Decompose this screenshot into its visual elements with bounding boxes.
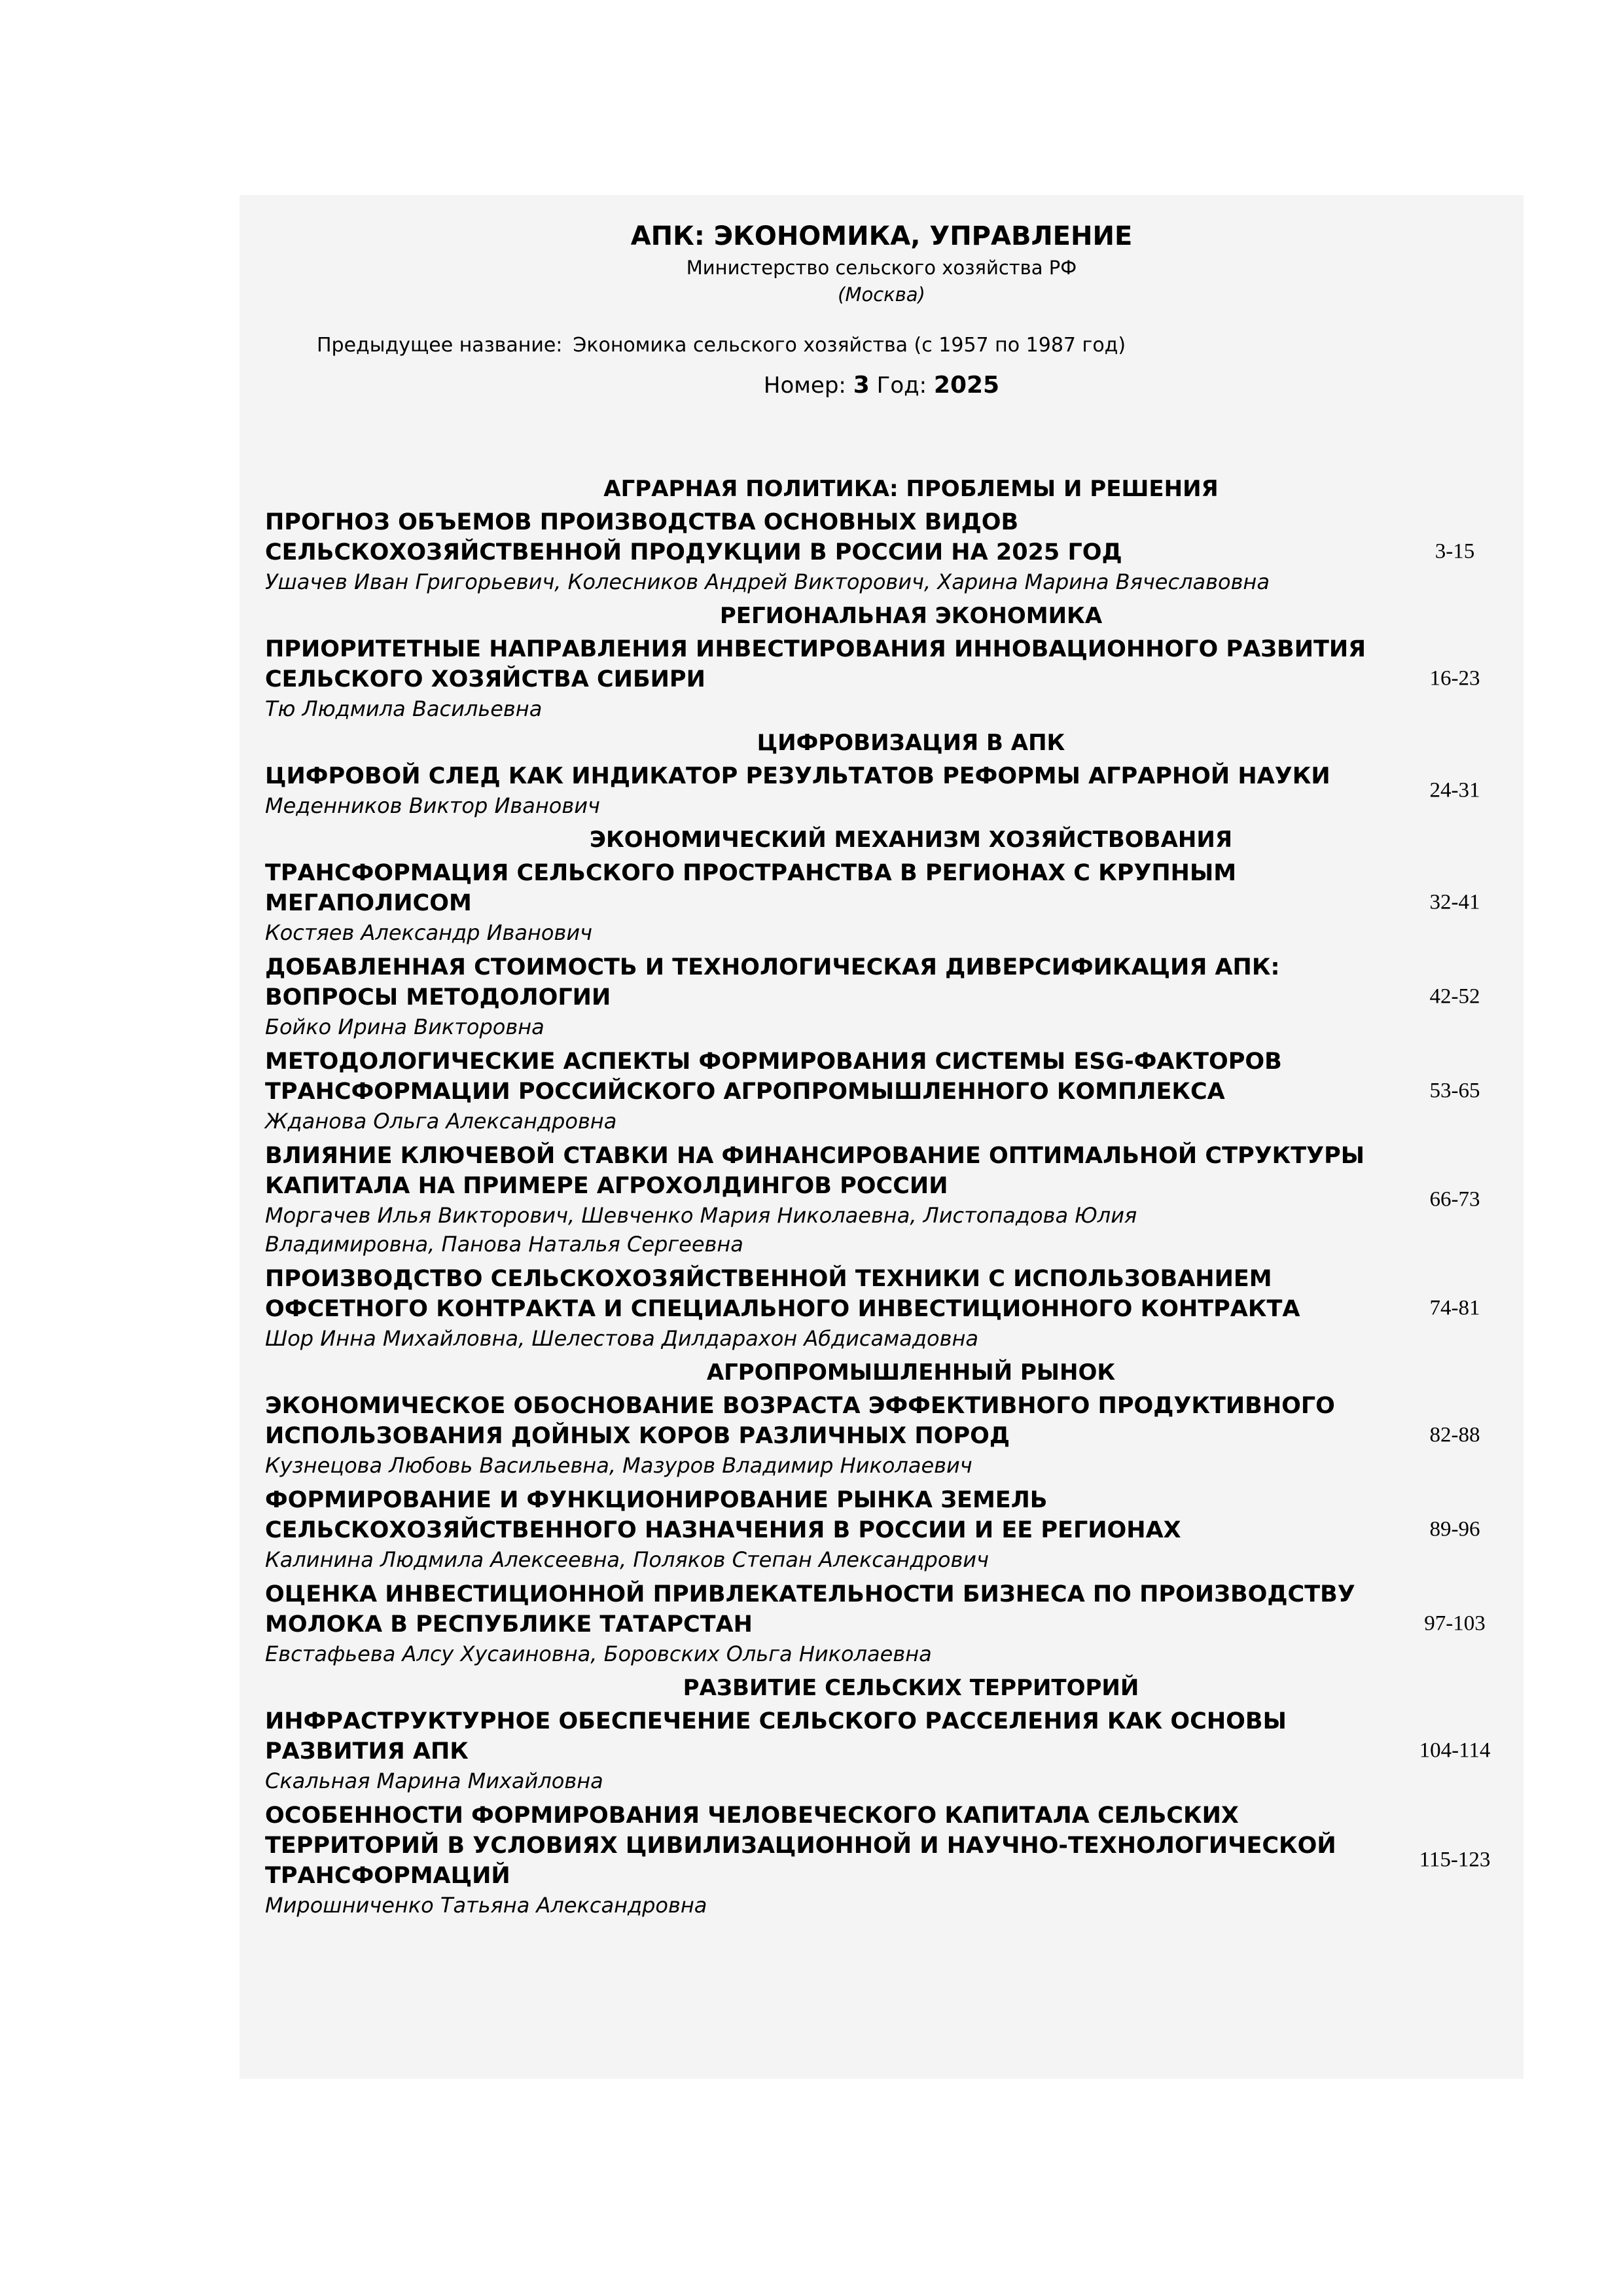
- article-authors-line: Тю Людмила Васильевна: [265, 696, 543, 721]
- article-title-line: МОЛОКА В РЕСПУБЛИКЕ ТАТАРСТАН: [265, 1611, 753, 1638]
- article-authors-line: Шор Инна Михайловна, Шелестова Дилдарахон Абдисамадовна: [265, 1326, 978, 1351]
- publisher: Министерство сельского хозяйства РФ: [686, 257, 1077, 279]
- article-authors-line: Костяев Александр Иванович: [265, 920, 593, 945]
- article-title-line: ЭКОНОМИЧЕСКОЕ ОБОСНОВАНИЕ ВОЗРАСТА ЭФФЕКТИВНОГО ПРОДУКТИВНОГО: [265, 1393, 1335, 1419]
- article-title-line: ВОПРОСЫ МЕТОДОЛОГИИ: [265, 984, 611, 1011]
- article-title-line: ОФСЕТНОГО КОНТРАКТА И СПЕЦИАЛЬНОГО ИНВЕСТИЦИОННОГО КОНТРАКТА: [265, 1296, 1300, 1322]
- section-heading: АГРОПРОМЫШЛЕННЫЙ РЫНОК: [706, 1359, 1116, 1386]
- article-title-line: СЕЛЬСКОГО ХОЗЯЙСТВА СИБИРИ: [265, 666, 705, 692]
- year-value: 2025: [933, 372, 1000, 399]
- article-title-line: ТРАНСФОРМАЦИИ РОССИЙСКОГО АГРОПРОМЫШЛЕННОГО КОМПЛЕКСА: [265, 1079, 1225, 1105]
- article-entry[interactable]: [240, 1706, 1524, 1795]
- previous-name-value: Экономика сельского хозяйства (с 1957 по 1987 год): [573, 334, 1126, 357]
- article-pages: 24-31: [1429, 778, 1480, 802]
- section-heading: ЦИФРОВИЗАЦИЯ В АПК: [757, 730, 1065, 756]
- article-text: [265, 1264, 1404, 1353]
- article-title-line: ПРОГНОЗ ОБЪЕМОВ ПРОИЗВОДСТВА ОСНОВНЫХ ВИДОВ: [265, 509, 1019, 535]
- article-authors-line: Калинина Людмила Алексеевна, Поляков Степан Александрович: [265, 1547, 989, 1572]
- article-title-line: ПРОИЗВОДСТВО СЕЛЬСКОХОЗЯЙСТВЕННОЙ ТЕХНИКИ С ИСПОЛЬЗОВАНИЕМ: [265, 1266, 1272, 1292]
- article-text: [265, 1141, 1404, 1259]
- article-authors-line: Владимировна, Панова Наталья Сергеевна: [265, 1232, 743, 1257]
- article-title-line: ТРАНСФОРМАЦИЙ: [265, 1863, 510, 1889]
- article-entry[interactable]: [240, 1141, 1524, 1259]
- article-pages: 97-103: [1424, 1611, 1486, 1636]
- article-title-line: ТРАНСФОРМАЦИЯ СЕЛЬСКОГО ПРОСТРАНСТВА В РЕГИОНАХ С КРУПНЫМ: [265, 860, 1237, 886]
- article-entry[interactable]: [240, 1391, 1524, 1480]
- article-authors-line: Скальная Марина Михайловна: [265, 1768, 603, 1793]
- article-text: [265, 858, 1404, 947]
- article-pages: 32-41: [1429, 890, 1480, 914]
- article-title-line: ИСПОЛЬЗОВАНИЯ ДОЙНЫХ КОРОВ РАЗЛИЧНЫХ ПОРОД: [265, 1423, 1010, 1449]
- publisher-city: (Москва): [838, 283, 925, 306]
- article-title-line: ОЦЕНКА ИНВЕСТИЦИОННОЙ ПРИВЛЕКАТЕЛЬНОСТИ БИЗНЕСА ПО ПРОИЗВОДСТВУ: [265, 1581, 1355, 1607]
- contents-panel: [240, 195, 1524, 2079]
- article-title-line: ФОРМИРОВАНИЕ И ФУНКЦИОНИРОВАНИЕ РЫНКА ЗЕМЕЛЬ: [265, 1487, 1048, 1513]
- article-title-line: ТЕРРИТОРИЙ В УСЛОВИЯХ ЦИВИЛИЗАЦИОННОЙ И НАУЧНО-ТЕХНОЛОГИЧЕСКОЙ: [265, 1833, 1336, 1859]
- article-authors-line: Евстафьева Алсу Хусаиновна, Боровских Ольга Николаевна: [265, 1641, 932, 1666]
- article-authors-line: Мирошниченко Татьяна Александровна: [265, 1893, 707, 1918]
- article-entry[interactable]: [240, 1579, 1524, 1668]
- article-title-line: МЕТОДОЛОГИЧЕСКИЕ АСПЕКТЫ ФОРМИРОВАНИЯ СИСТЕМЫ ESG-ФАКТОРОВ: [265, 1049, 1282, 1075]
- article-text: [265, 634, 1404, 723]
- article-title-line: МЕГАПОЛИСОМ: [265, 890, 472, 916]
- section-heading: РАЗВИТИЕ СЕЛЬСКИХ ТЕРРИТОРИЙ: [683, 1675, 1139, 1701]
- article-pages: 82-88: [1429, 1423, 1480, 1447]
- article-authors-line: Ушачев Иван Григорьевич, Колесников Андрей Викторович, Харина Марина Вячеславовна: [265, 569, 1270, 594]
- article-pages: 115-123: [1419, 1848, 1491, 1872]
- article-title-line: ПРИОРИТЕТНЫЕ НАПРАВЛЕНИЯ ИНВЕСТИРОВАНИЯ ИННОВАЦИОННОГО РАЗВИТИЯ: [265, 636, 1366, 662]
- article-text: [265, 761, 1404, 820]
- article-text: [265, 1047, 1404, 1136]
- article-text: [265, 1485, 1404, 1574]
- article-title-line: ЦИФРОВОЙ СЛЕД КАК ИНДИКАТОР РЕЗУЛЬТАТОВ РЕФОРМЫ АГРАРНОЙ НАУКИ: [265, 763, 1330, 789]
- article-entry[interactable]: [240, 634, 1524, 723]
- section-heading: АГРАРНАЯ ПОЛИТИКА: ПРОБЛЕМЫ И РЕШЕНИЯ: [603, 476, 1219, 502]
- article-entry[interactable]: [240, 952, 1524, 1041]
- article-authors-line: Жданова Ольга Александровна: [265, 1109, 617, 1134]
- article-entry[interactable]: [240, 507, 1524, 596]
- article-text: [265, 1706, 1404, 1795]
- table-of-contents: [240, 475, 1524, 1925]
- article-text: [265, 507, 1404, 596]
- article-title-line: ОСОБЕННОСТИ ФОРМИРОВАНИЯ ЧЕЛОВЕЧЕСКОГО КАПИТАЛА СЕЛЬСКИХ: [265, 1803, 1239, 1829]
- article-entry[interactable]: [240, 1485, 1524, 1574]
- article-text: [265, 1391, 1404, 1480]
- issue-number: 3: [853, 372, 870, 399]
- previous-name-line: [317, 334, 1126, 357]
- article-pages: 74-81: [1429, 1296, 1480, 1320]
- article-entry[interactable]: [240, 1264, 1524, 1353]
- section-heading: РЕГИОНАЛЬНАЯ ЭКОНОМИКА: [719, 603, 1103, 629]
- article-authors-line: Кузнецова Любовь Васильевна, Мазуров Владимир Николаевич: [265, 1453, 972, 1478]
- article-entry[interactable]: [240, 1801, 1524, 1920]
- article-entry[interactable]: [240, 761, 1524, 820]
- article-text: [265, 952, 1404, 1041]
- article-entry[interactable]: [240, 1047, 1524, 1136]
- article-pages: 42-52: [1429, 984, 1480, 1009]
- year-label: Год:: [876, 372, 927, 399]
- section-heading: ЭКОНОМИЧЕСКИЙ МЕХАНИЗМ ХОЗЯЙСТВОВАНИЯ: [590, 827, 1232, 853]
- article-pages: 89-96: [1429, 1517, 1480, 1541]
- article-authors-line: Бойко Ирина Викторовна: [265, 1014, 544, 1039]
- article-pages: 53-65: [1429, 1079, 1480, 1103]
- article-title-line: РАЗВИТИЯ АПК: [265, 1738, 469, 1765]
- issue-label: Номер:: [763, 372, 846, 399]
- article-title-line: ВЛИЯНИЕ КЛЮЧЕВОЙ СТАВКИ НА ФИНАНСИРОВАНИЕ ОПТИМАЛЬНОЙ СТРУКТУРЫ: [265, 1143, 1364, 1169]
- article-pages: 66-73: [1429, 1187, 1480, 1211]
- article-title-line: КАПИТАЛА НА ПРИМЕРЕ АГРОХОЛДИНГОВ РОССИИ: [265, 1173, 948, 1199]
- article-title-line: СЕЛЬСКОХОЗЯЙСТВЕННОГО НАЗНАЧЕНИЯ В РОССИИ И ЕЕ РЕГИОНАХ: [265, 1517, 1181, 1543]
- article-title-line: ИНФРАСТРУКТУРНОЕ ОБЕСПЕЧЕНИЕ СЕЛЬСКОГО РАССЕЛЕНИЯ КАК ОСНОВЫ: [265, 1708, 1287, 1734]
- article-authors-line: Меденников Виктор Иванович: [265, 793, 600, 818]
- article-text: [265, 1801, 1404, 1920]
- article-pages: 3-15: [1435, 539, 1475, 564]
- article-title-line: СЕЛЬСКОХОЗЯЙСТВЕННОЙ ПРОДУКЦИИ В РОССИИ НА 2025 ГОД: [265, 539, 1122, 565]
- article-entry[interactable]: [240, 858, 1524, 947]
- article-authors-line: Моргачев Илья Викторович, Шевченко Мария Николаевна, Листопадова Юлия: [265, 1203, 1137, 1228]
- article-pages: 16-23: [1429, 666, 1480, 691]
- article-pages: 104-114: [1419, 1738, 1491, 1763]
- article-title-line: ДОБАВЛЕННАЯ СТОИМОСТЬ И ТЕХНОЛОГИЧЕСКАЯ ДИВЕРСИФИКАЦИЯ АПК:: [265, 954, 1280, 980]
- journal-title: АПК: ЭКОНОМИКА, УПРАВЛЕНИЕ: [630, 221, 1133, 251]
- article-text: [265, 1579, 1404, 1668]
- previous-name-label: Предыдущее название:: [317, 334, 563, 357]
- issue-line: [240, 372, 1524, 399]
